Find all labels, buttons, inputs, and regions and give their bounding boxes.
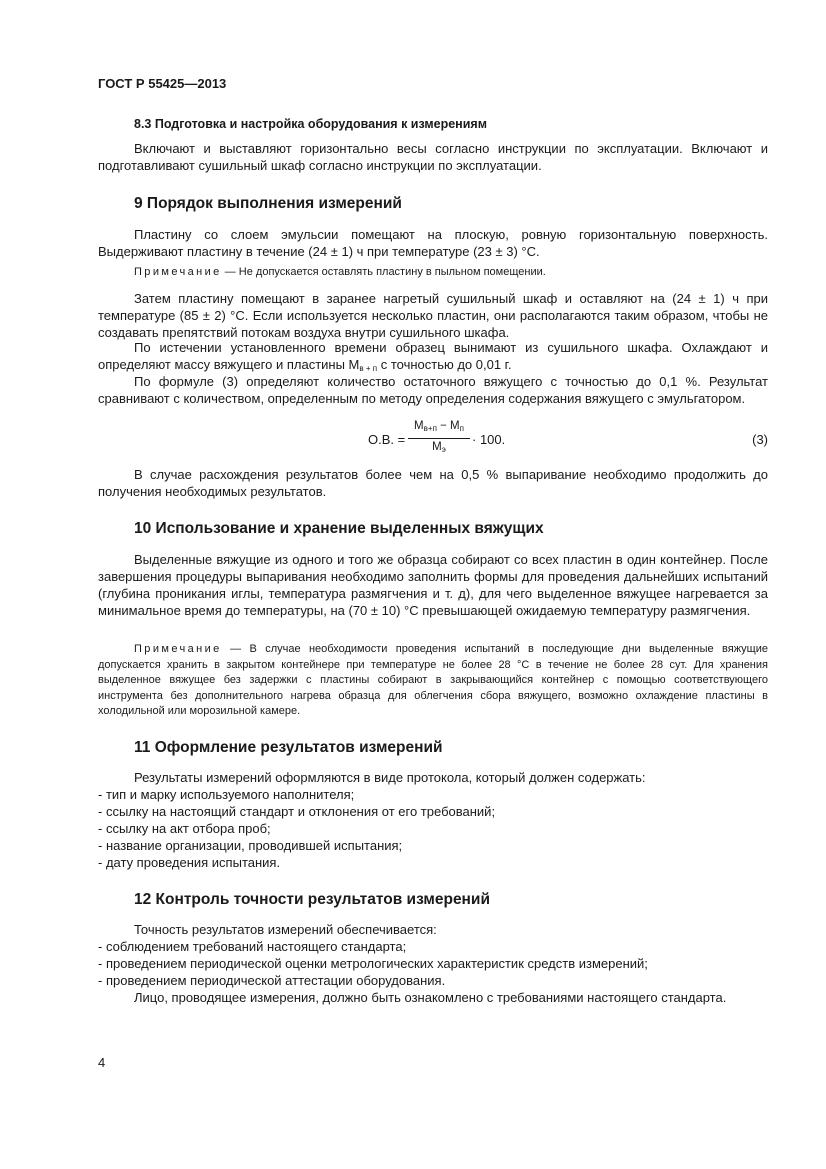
section-11-title: 11 Оформление результатов измерений (134, 739, 443, 756)
paragraph-3-end: с точностью до 0,01 г. (377, 357, 512, 372)
section-9-paragraph-3 (98, 339, 768, 377)
list-item: - тип и марку используемого наполнителя; (98, 787, 355, 802)
section-12-intro: Точность результатов измерений обеспечивается: (134, 922, 437, 937)
numerator-sub-a: в+п (423, 424, 437, 433)
formula-numerator (408, 420, 470, 437)
list-item: - дату проведения испытания. (98, 855, 281, 870)
fraction-bar (408, 438, 470, 439)
formula-number: (3) (752, 432, 768, 447)
formula-denominator (408, 441, 470, 454)
list-item: - проведением периодической оценки метрологических характеристик средств измерений; (98, 956, 648, 971)
standard-code: ГОСТ Р 55425—2013 (98, 76, 227, 91)
numerator-m: М (414, 420, 424, 432)
denominator-sub: э (441, 445, 446, 454)
mass-subscript: в + п (359, 364, 378, 373)
section-9-paragraph-4: По формуле (3) определяют количество остаточного вяжущего с точностью до 0,1 %. Результат сравнивают с количеством, определенным по методу определения содержания вяжущего с эмульгатором. (98, 374, 768, 406)
list-item: - ссылку на акт отбора проб; (98, 821, 271, 836)
section-9-paragraph-5: В случае расхождения результатов более чем на 0,5 % выпаривание необходимо продолжить до получения необходимых результатов. (98, 467, 768, 499)
paragraph-3-text: По истечении установленного времени образец вынимают из сушильного шкафа. Охлаждают и определяют массу вяжущего и пластины М (98, 340, 768, 372)
list-item: - ссылку на настоящий стандарт и отклонения от его требований; (98, 804, 496, 819)
page-number: 4 (98, 1055, 106, 1070)
list-item: - проведением периодической аттестации оборудования. (98, 973, 446, 988)
numerator-minus: − М (436, 420, 460, 432)
section-9-paragraph-2: Затем пластину помещают в заранее нагретый сушильный шкаф и оставляют на (24 ± 1) ч при температуре (85 ± 2) °С. Если используется несколько пластин, они располагаются таким образом, чтобы не создавать препятствий потокам воздуха внутри сушильного шкафа. (98, 291, 768, 340)
formula-rhs: · 100. (472, 432, 506, 447)
section-9-note (134, 265, 768, 281)
denominator-m: М (432, 441, 442, 453)
section-11-list (98, 786, 768, 871)
note-label: Примечание (134, 266, 222, 278)
section-8-3-title: 8.3 Подготовка и настройка оборудования к измерениям (134, 117, 487, 131)
note-text: — Не допускается оставлять пластину в пыльном помещении. (221, 266, 546, 278)
numerator-sub-b: п (459, 424, 464, 433)
list-item: - соблюдением требований настоящего стандарта; (98, 939, 407, 954)
section-12-closing: Лицо, проводящее измерения, должно быть ознакомлено с требованиями настоящего стандарта. (134, 990, 727, 1005)
section-9-title: 9 Порядок выполнения измерений (134, 195, 402, 212)
list-item: - название организации, проводившей испытания; (98, 838, 403, 853)
section-12-list (98, 938, 768, 989)
formula-fraction (408, 420, 470, 454)
note-text: — В случае необходимости проведения испытаний в последующие дни выделенные вяжущие допускается хранить в закрытом контейнере при температуре не более 28 °С в течение не более 28 сут. Для хранения выделенное вяжущее без задержки с пластины собирают в закрывающийся контейнер с помощью соответствующего инструмента без дополнительного нагрева образца для облегчения сбора вяжущего, возможно охлаждение пластины в холодильной или морозильной камере. (98, 643, 768, 717)
section-12-title: 12 Контроль точности результатов измерений (134, 891, 490, 908)
section-11-intro: Результаты измерений оформляются в виде протокола, который должен содержать: (134, 770, 646, 785)
section-8-3-paragraph: Включают и выставляют горизонтально весы согласно инструкции по эксплуатации. Включают и подготавливают сушильный шкаф согласно инструкции по эксплуатации. (98, 141, 768, 173)
section-10-paragraph: Выделенные вяжущие из одного и того же образца собирают со всех пластин в один контейнер. После завершения процедуры выпаривания необходимо заполнить формы для проведения дальнейших испытаний (глубина проникания иглы, температура размягчения и т. д), для чего выделенное вяжущее нагревается за минимальное время до температуры, на (70 ± 10) °С превышающей ожидаемую температуру размягчения. (98, 552, 768, 618)
section-10-title: 10 Использование и хранение выделенных вяжущих (134, 520, 544, 537)
section-9-paragraph-1: Пластину со слоем эмульсии помещают на плоскую, ровную горизонтальную поверхность. Выдерживают пластину в течение (24 ± 1) ч при температуре (23 ± 3) °С. (98, 227, 768, 259)
section-10-note (98, 642, 768, 720)
formula-3 (98, 420, 768, 464)
note-label: Примечание (134, 643, 222, 655)
formula-lhs: О.В. = (368, 432, 406, 447)
